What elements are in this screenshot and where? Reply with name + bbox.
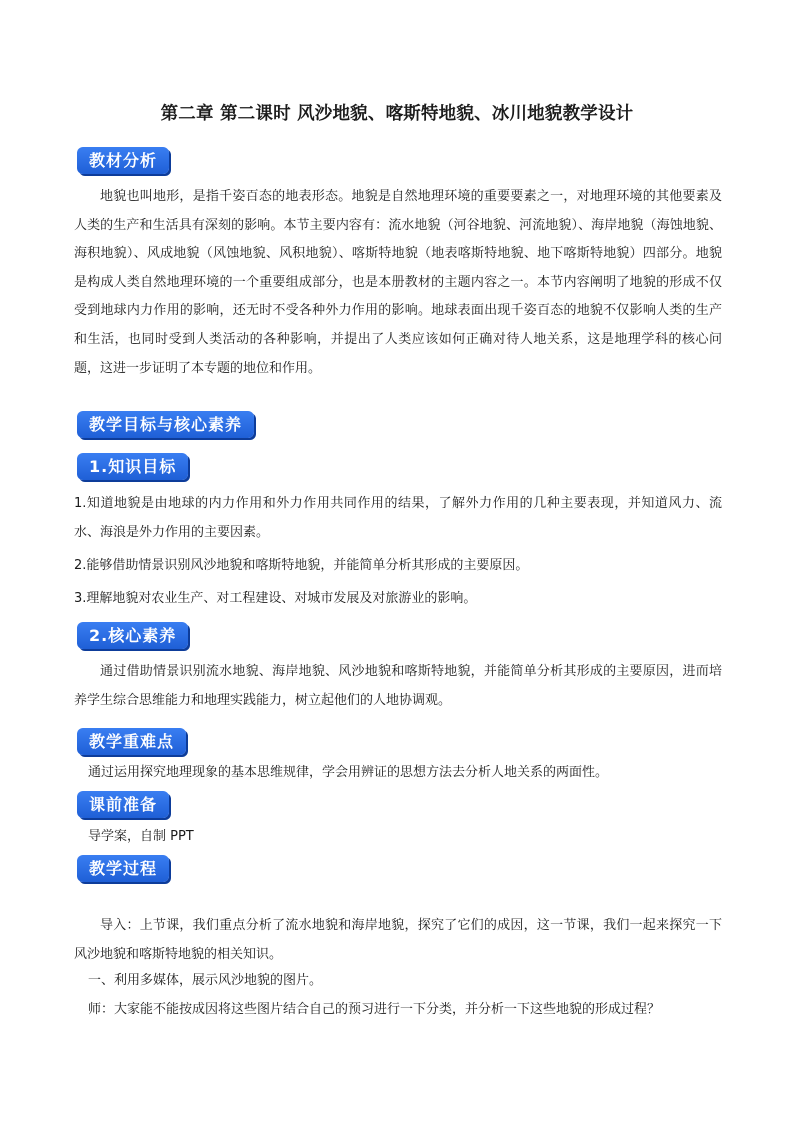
section-badge-analysis: 教材分析	[77, 147, 169, 174]
knowledge-item-1: 1.知道地貌是由地球的内力作用和外力作用共同作用的结果，了解外力作用的几种主要表现，并知道风力、流水、海浪是外力作用的主要因素。	[74, 496, 722, 540]
process-intro: 导入：上节课，我们重点分析了流水地貌和海岸地貌，探究了它们的成因，这一节课，我们一起来探究一下风沙地貌和喀斯特地貌的相关知识。	[74, 918, 722, 962]
difficulty-text: 通过运用探究地理现象的基本思维规律，学会用辨证的思想方法去分析人地关系的两面性。	[88, 765, 609, 780]
analysis-paragraph: 地貌也叫地形，是指千姿百态的地表形态。地貌是自然地理环境的重要要素之一，对地理环境的其他要素及人类的生产和生活具有深刻的影响。本节主要内容有：流水地貌（河谷地貌、河流地貌）、海岸地貌（海蚀地貌、海积地貌）、风成地貌（风蚀地貌、风积地貌）、喀斯特地貌（地表喀斯特地貌、地下喀斯特地貌）四部分。地貌是构成人类自然地理环境的一个重要组成部分，也是本册教材的主题内容之一。本节内容阐明了地貌的形成不仅受到地球内力作用的影响，还无时不受各种外力作用的影响。地球表面出现千姿百态的地貌不仅影响人类的生产和生活，也同时受到人类活动的各种影响，并提出了人类应该如何正确对待人地关系，这是地理学科的核心问题，这进一步证明了本专题的地位和作用。	[74, 189, 722, 376]
preparation-text: 导学案，自制 PPT	[88, 829, 194, 844]
knowledge-item-3: 3.理解地貌对农业生产、对工程建设、对城市发展及对旅游业的影响。	[74, 591, 477, 606]
section-badge-objectives: 教学目标与核心素养	[77, 411, 254, 438]
page-title: 第二章 第二课时 风沙地貌、喀斯特地貌、冰川地貌教学设计	[160, 104, 634, 124]
literacy-paragraph: 通过借助情景识别流水地貌、海岸地貌、风沙地貌和喀斯特地貌，并能简单分析其形成的主要原因，进而培养学生综合思维能力和地理实践能力，树立起他们的人地协调观。	[74, 664, 722, 708]
section-badge-difficulty: 教学重难点	[77, 728, 186, 755]
process-teacher-question: 师：大家能不能按成因将这些图片结合自己的预习进行一下分类，并分析一下这些地貌的形成过程？	[88, 1002, 661, 1017]
sub-badge-literacy: 2.核心素养	[77, 622, 188, 649]
sub-badge-knowledge: 1.知识目标	[77, 453, 188, 480]
section-badge-preparation: 课前准备	[77, 791, 169, 818]
section-badge-process: 教学过程	[77, 855, 169, 882]
knowledge-item-2: 2.能够借助情景识别风沙地貌和喀斯特地貌，并能简单分析其形成的主要原因。	[74, 558, 529, 573]
process-step-1: 一、利用多媒体，展示风沙地貌的图片。	[88, 973, 323, 988]
